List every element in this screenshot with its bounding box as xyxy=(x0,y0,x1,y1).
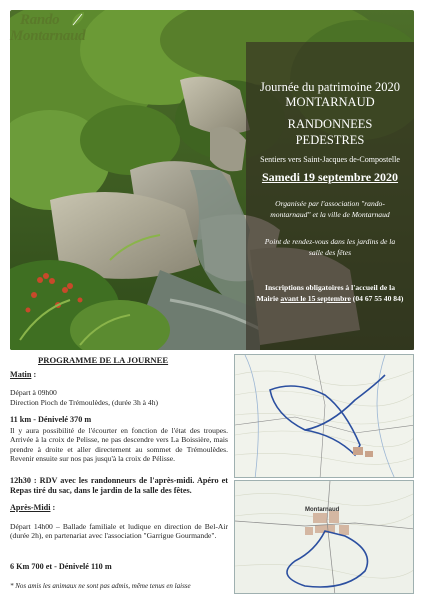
map-illustration-2 xyxy=(235,481,414,594)
morning-label-row xyxy=(10,370,228,379)
map-illustration-1 xyxy=(235,355,414,478)
registration-text: Inscriptions obligatoires à l'accueil de la Mairie xyxy=(256,283,395,303)
map-town-label: Montarnaud xyxy=(305,507,340,513)
logo-text-rando: Rando xyxy=(20,12,60,28)
morning-label: Matin xyxy=(10,370,32,379)
animals-note: * Nos amis les animaux ne sont pas admis, même tenus en laisse xyxy=(10,582,191,590)
afternoon-label: Après-Midi xyxy=(10,503,51,512)
event-meeting-point: Point de rendez-vous dans les jardins de la salle des fêtes xyxy=(264,237,396,257)
morning-description: Il y aura possibilité de l'écourter en fonction de l'état des troupes. Arrivée à la croix de Pelisse, ne pas descendre vers La Boissière, mais prendre à droite et aller directement au sommet de Trémoulèdes. Revenir ensuite sur nos pas jusqu'à la croix de Pélisse. xyxy=(10,426,228,463)
event-type-line1: RANDONNEES xyxy=(287,117,373,131)
event-info-panel xyxy=(246,42,414,350)
programme-section xyxy=(10,356,228,594)
noon-meeting: 12h30 : RDV avec les randonneurs de l'après-midi. Apéro et Repas tiré du sac, dans le jardin de la salle des fêtes. xyxy=(10,476,228,495)
event-type-line2: PEDESTRES xyxy=(295,133,365,147)
afternoon-distance: 6 Km 700 et - Dénivelé 110 m xyxy=(10,562,112,571)
morning-route-map xyxy=(234,354,414,478)
afternoon-label-row xyxy=(10,503,228,512)
morning-direction: Direction Pioch de Trémoulèdes, (durée 3h à 4h) xyxy=(10,398,159,407)
event-organizer: Organisée par l'association "rando-montarnaud" et la ville de Montarnaud xyxy=(270,199,390,219)
event-registration xyxy=(246,282,414,304)
event-town: MONTARNAUD xyxy=(285,95,375,109)
logo xyxy=(8,12,90,54)
leaf-icon xyxy=(70,10,86,28)
logo-text-montarnaud: Montarnaud xyxy=(10,28,86,44)
event-subtitle: Sentiers vers Saint-Jacques de-Compostelle xyxy=(260,155,400,164)
morning-colon: : xyxy=(31,370,37,379)
morning-depart: Départ à 09h00 xyxy=(10,388,57,397)
afternoon-description: Départ 14h00 – Ballade familiale et ludique en direction de Bel-Air (durée 2h), en partenariat avec l'association "Garrigue Gourmande". xyxy=(10,522,228,541)
afternoon-colon: : xyxy=(50,503,56,512)
registration-deadline: avant le 15 septembre xyxy=(280,294,351,303)
event-title: Journée du patrimoine 2020 xyxy=(260,80,400,94)
morning-distance: 11 km - Dénivelé 370 m xyxy=(10,415,92,424)
afternoon-route-map xyxy=(234,480,414,594)
route-maps xyxy=(234,354,414,594)
programme-heading: PROGRAMME DE LA JOURNEE xyxy=(38,355,169,365)
event-date: Samedi 19 septembre 2020 xyxy=(261,170,399,184)
registration-phone: (04 67 55 40 84) xyxy=(350,294,404,303)
